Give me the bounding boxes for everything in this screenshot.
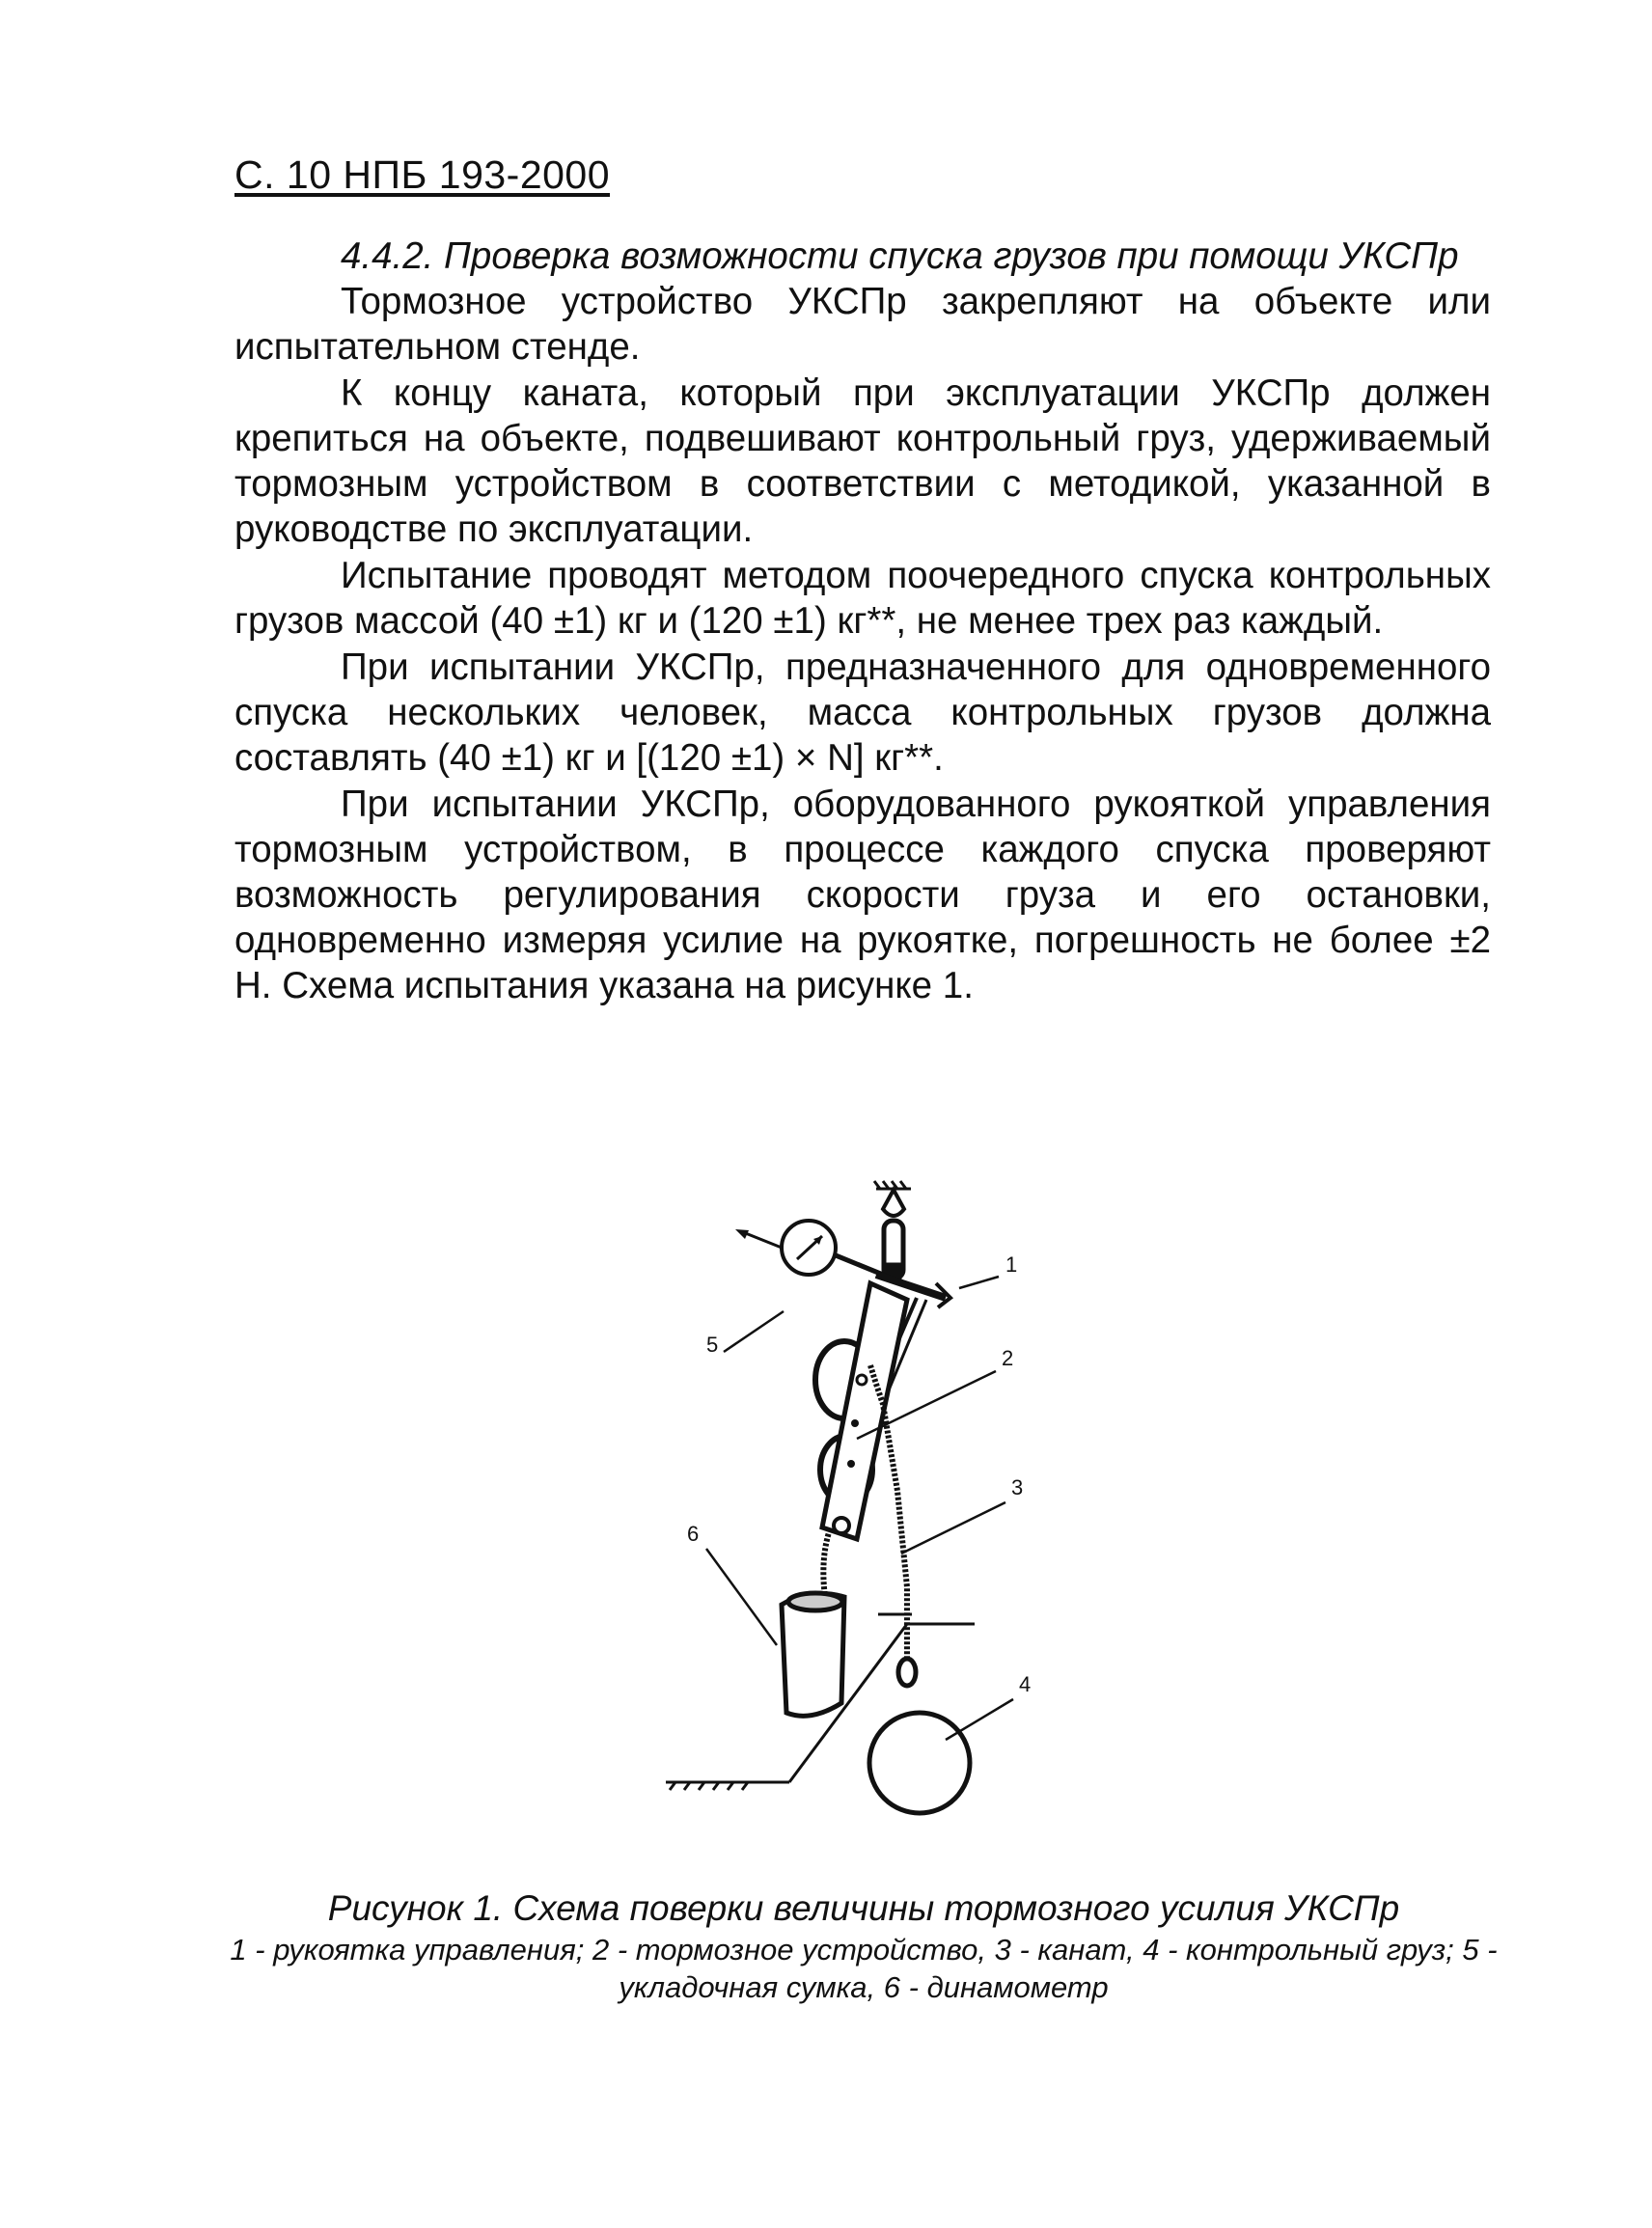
braking-device <box>815 1283 907 1539</box>
section-title: 4.4.2. Проверка возможности спуска грузов при помощи УКСПр <box>341 235 1459 277</box>
figure-label-6: 6 <box>687 1522 700 1546</box>
page-header: С. 10 НПБ 193-2000 <box>234 152 611 197</box>
paragraph-4: При испытании УКСПр, предназначенного для одновременного спуска нескольких человек, масса контрольных грузов должна составлять (40 ±1) кг и [(120 ±1) × N] кг**. <box>234 646 1491 779</box>
packing-bag <box>782 1593 844 1716</box>
caption-legend: 1 - рукоятка управления; 2 - тормозное устройство, 3 - канат, 4 - контрольный груз; 5 - укладочная сумка, 6 - динамометр <box>230 1933 1498 2004</box>
figure-label-3: 3 <box>1011 1475 1024 1499</box>
section-body <box>234 234 1491 1008</box>
figure-label-2: 2 <box>1002 1346 1014 1370</box>
figure-caption <box>212 1886 1515 2006</box>
caption-title: Рисунок 1. Схема поверки величины тормозного усилия УКСПр <box>327 1888 1400 1928</box>
paragraph-2: К концу каната, который при эксплуатации УКСПр должен крепиться на объекте, подвешивают контрольный груз, удерживаемый тормозным устройством в соответствии с методикой, указанной в руководстве по эксплуатации. <box>234 372 1491 550</box>
control-weight <box>869 1659 970 1813</box>
dynamometer <box>735 1221 888 1277</box>
paragraph-3: Испытание проводят методом поочередного спуска контрольных грузов массой (40 ±1) кг и (120 ±1) кг**, не менее трех раз каждый. <box>234 555 1491 642</box>
figure-label-5: 5 <box>706 1333 719 1357</box>
test-scheme-figure <box>618 1163 1061 1838</box>
paragraph-1: Тормозное устройство УКСПр закрепляют на объекте или испытательном стенде. <box>234 281 1491 368</box>
figure-label-4: 4 <box>1019 1672 1032 1696</box>
paragraph-5: При испытании УКСПр, оборудованного рукояткой управления тормозным устройством, в процессе каждого спуска проверяют возможность регулирования скорости груза и его остановки, одновременно измеряя усилие на рукоятке, погрешность не более ±2 Н. Схема испытания указана на рисунке 1. <box>234 784 1491 1006</box>
ceiling-mount <box>874 1181 911 1279</box>
figure-label-1: 1 <box>1005 1252 1018 1277</box>
test-scheme-drawing <box>618 1163 1061 1838</box>
